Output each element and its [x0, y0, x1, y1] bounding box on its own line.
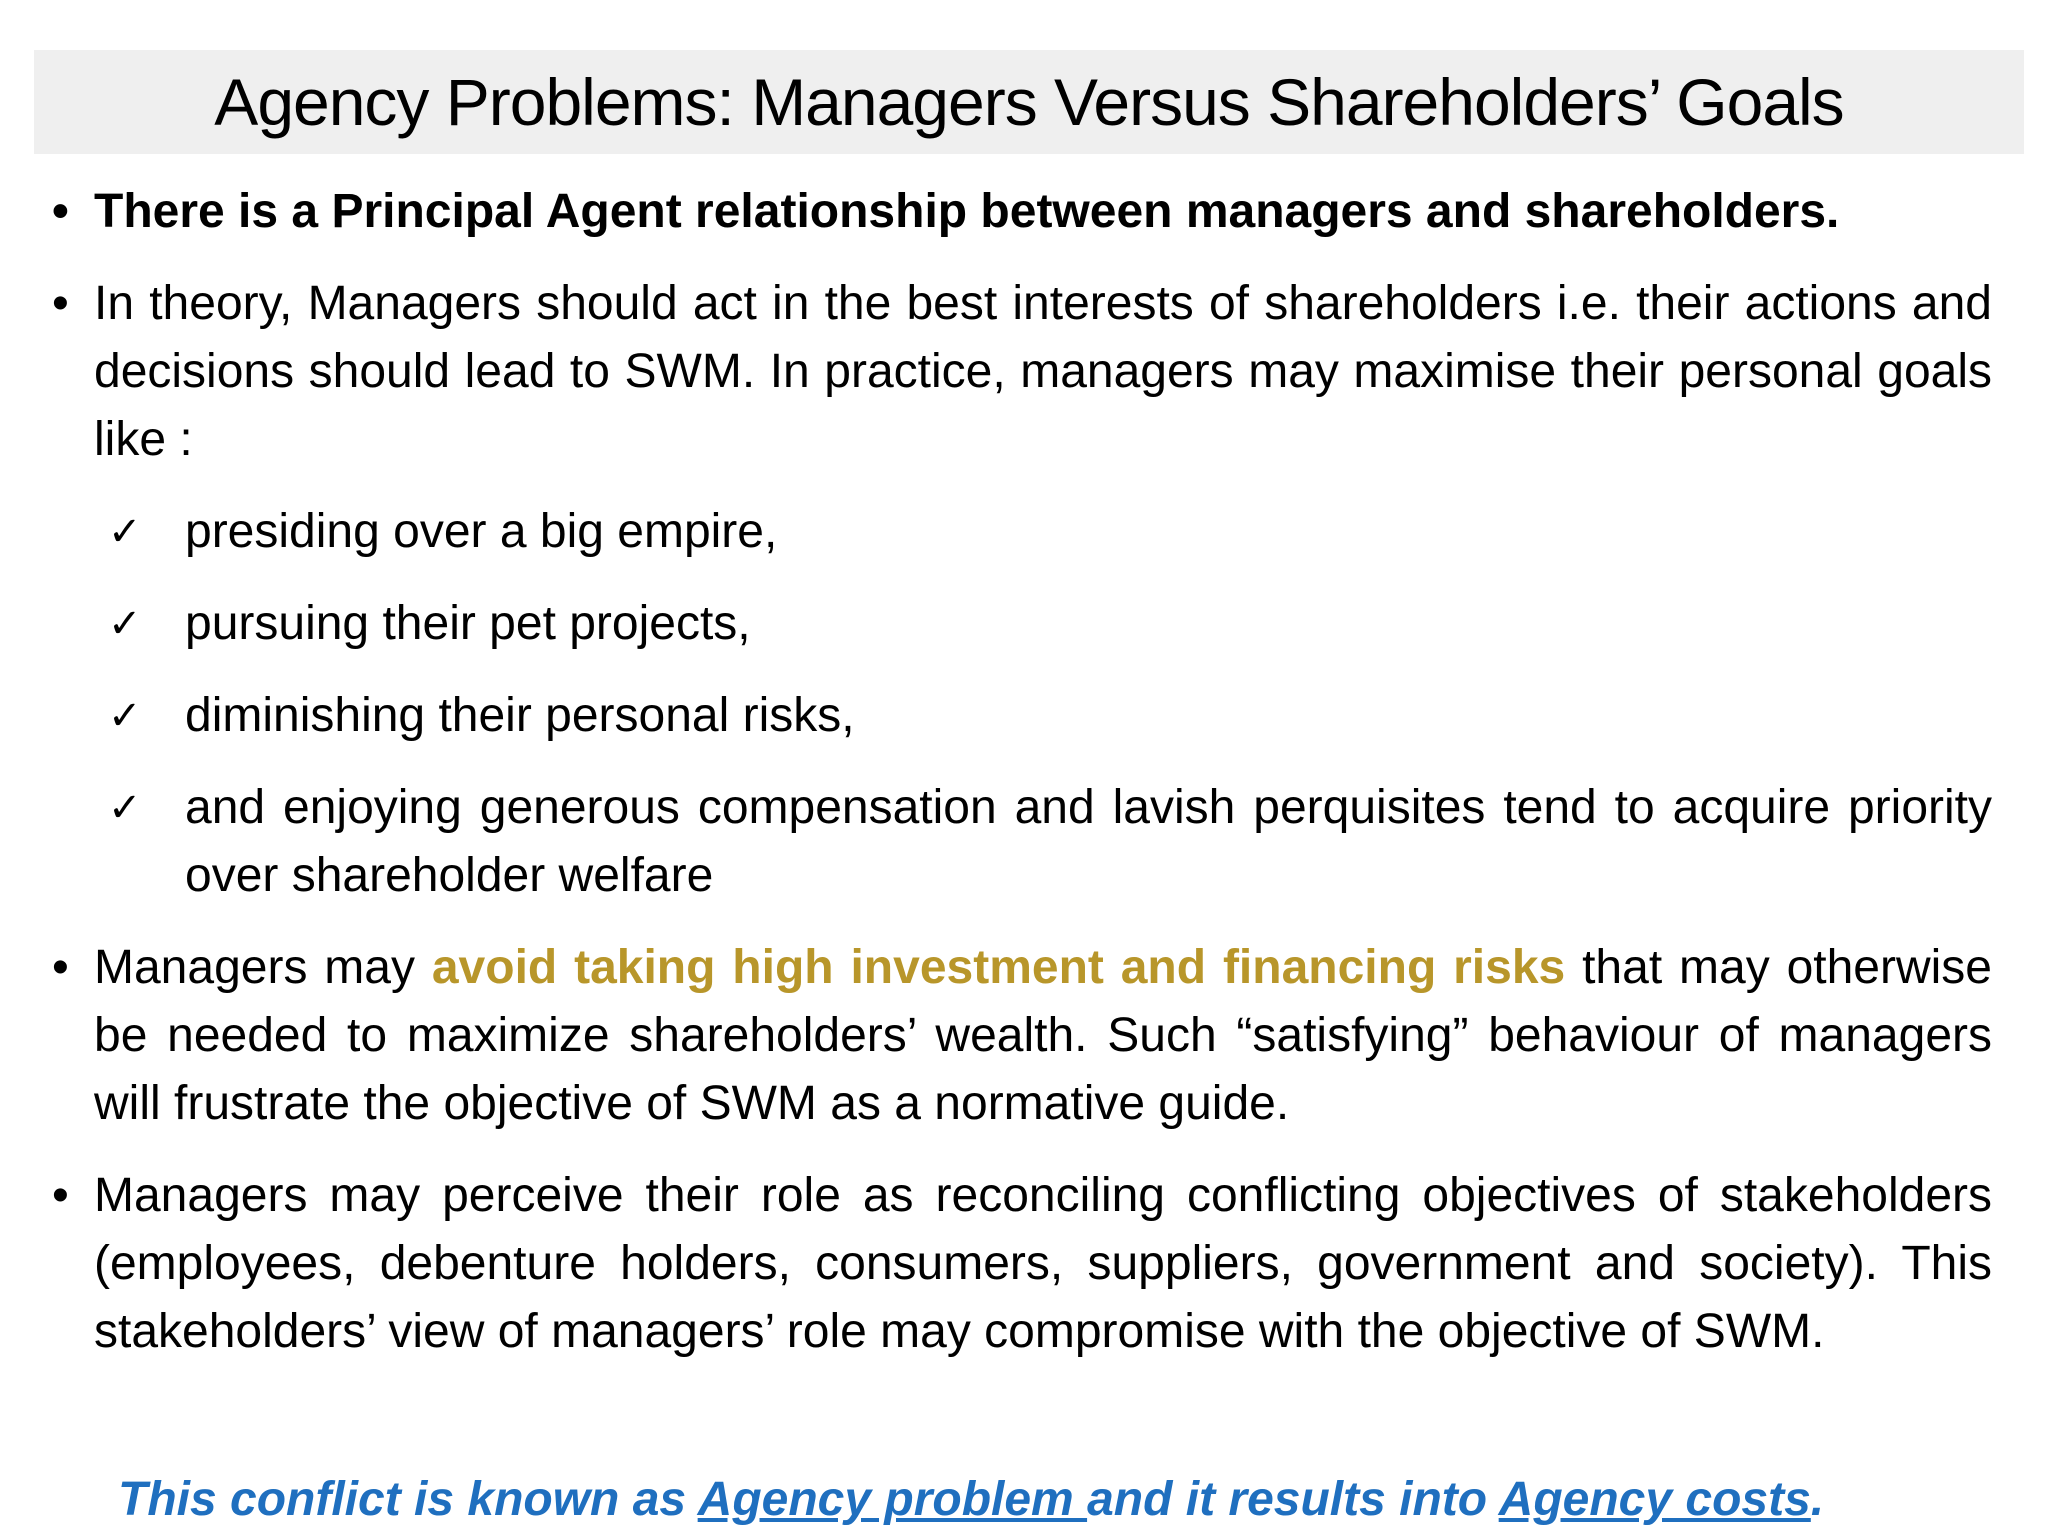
checkmark-icon: ✓ — [108, 509, 142, 555]
agency-costs-link[interactable]: Agency costs — [1498, 1473, 1811, 1526]
bullet-dot-icon: • — [52, 1169, 69, 1222]
bullet-text: In theory, Managers should act in the best interests of shareholders i.e. their actions and decisions should lead to SWM. In practice, managers may maximise their personal goals like : — [94, 277, 1992, 466]
check-item — [52, 590, 1992, 658]
bullet-stakeholders — [52, 1162, 1992, 1366]
bullet-dot-icon: • — [52, 277, 69, 330]
bullet-text: There is a Principal Agent relationship between managers and shareholders. — [94, 185, 1840, 238]
check-item-text: presiding over a big empire, — [185, 505, 778, 558]
highlighted-phrase: avoid taking high investment and financing risks — [431, 941, 1566, 994]
checkmark-icon: ✓ — [108, 693, 142, 739]
title-bar — [34, 50, 2024, 154]
personal-goals-checklist — [52, 498, 1992, 910]
check-item-text: pursuing their pet projects, — [185, 597, 751, 650]
bullet-dot-icon: • — [52, 185, 69, 238]
page-title: Agency Problems: Managers Versus Shareholders’ Goals — [214, 65, 1844, 139]
bullet-principal-agent — [52, 178, 1992, 246]
check-item — [52, 682, 1992, 750]
bullet-risk-avoidance — [52, 934, 1992, 1138]
agency-problem-link[interactable]: Agency problem — [697, 1473, 1088, 1526]
check-item-text: and enjoying generous compensation and lavish perquisites tend to acquire priority over shareholder welfare — [185, 781, 1992, 902]
check-item — [52, 498, 1992, 566]
checkmark-icon: ✓ — [108, 601, 142, 647]
bullet-dot-icon: • — [52, 941, 69, 994]
bullet-text-post: that may otherwise be needed to maximize shareholders’ wealth. Such “satisfying” behaviour of managers will frustrate the objective of SWM as a normative guide. — [94, 941, 1992, 1130]
conclusion-text: This conflict is known as — [118, 1473, 698, 1526]
check-item-text: diminishing their personal risks, — [185, 689, 855, 742]
bullet-theory — [52, 270, 1992, 474]
bullet-text-pre: Managers may — [94, 941, 432, 994]
checkmark-icon: ✓ — [108, 785, 142, 831]
conclusion-period: . — [1810, 1473, 1825, 1526]
slide-content — [52, 178, 1992, 1390]
conclusion-text: and it results into — [1087, 1473, 1499, 1526]
bullet-text: Managers may perceive their role as reconciling conflicting objectives of stakeholders (employees, debenture holders, consumers, suppliers, government and society). This stakeholders’ view of managers’ role may compromise with the objective of SWM. — [94, 1169, 1992, 1358]
check-item — [52, 774, 1992, 910]
conclusion-line — [118, 1466, 1824, 1534]
